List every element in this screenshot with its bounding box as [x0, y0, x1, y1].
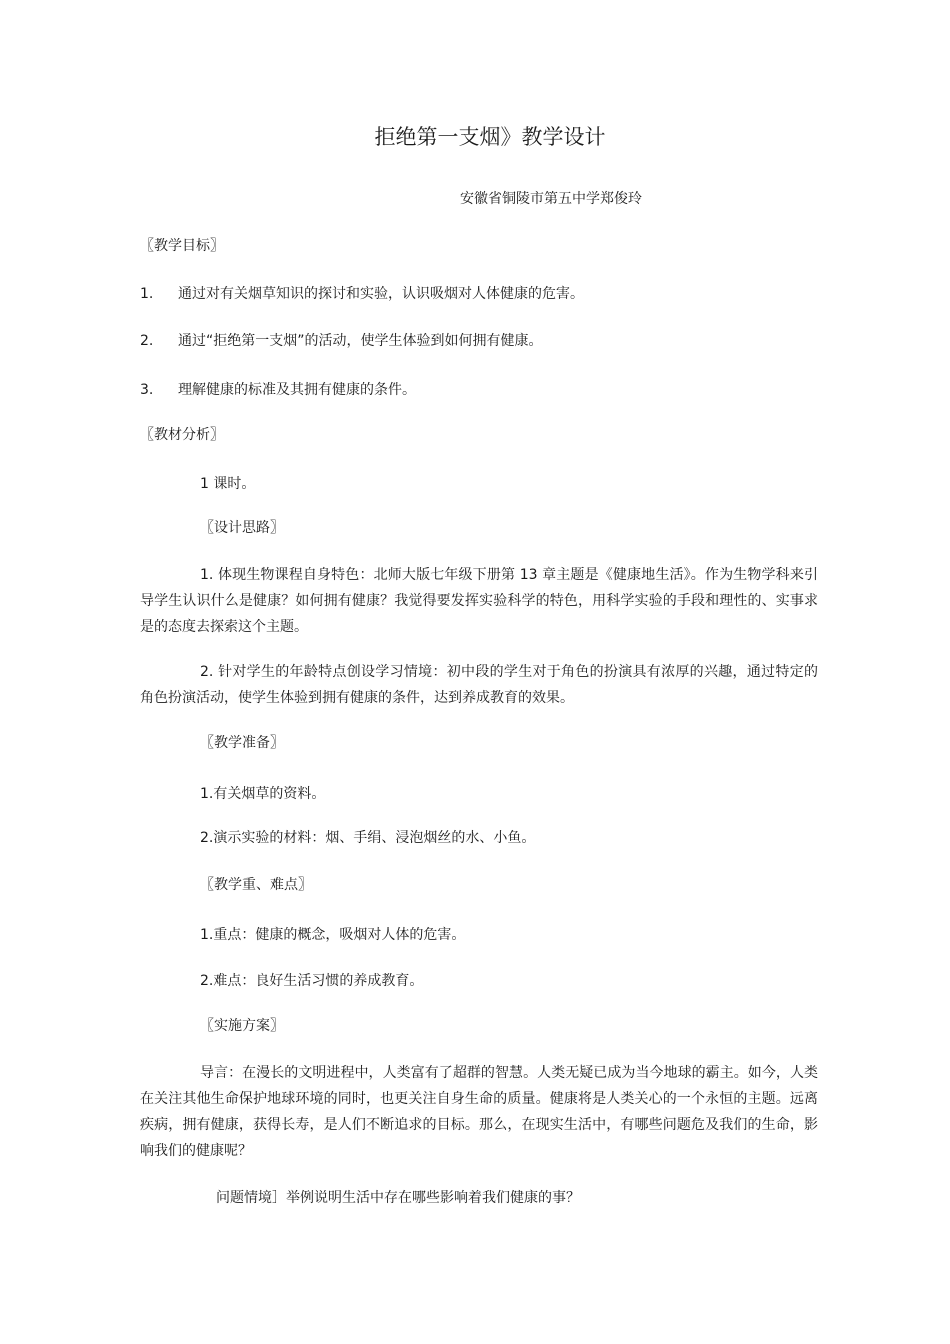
key-item: 1.重点：健康的概念，吸烟对人体的危害。	[200, 927, 466, 943]
goal-item: 理解健康的标准及其拥有健康的条件。	[178, 382, 416, 398]
plan-heading: 〖实施方案〗	[200, 1018, 284, 1034]
goal-item: 通过对有关烟草知识的探讨和实验，认识吸烟对人体健康的危害。	[178, 286, 584, 302]
goal-number: 3.	[140, 382, 154, 398]
design-heading: 〖设计思路〗	[200, 520, 284, 536]
author-line: 安徽省铜陵市第五中学郑俊玲	[460, 191, 642, 207]
goal-item: 通过“拒绝第一支烟”的活动，使学生体验到如何拥有健康。	[178, 333, 543, 349]
intro-paragraph: 导言：在漫长的文明进程中，人类富有了超群的智慧。人类无疑已成为当今地球的霸主。如今，人类在关注其他生命保护地球环境的同时，也更关注自身生命的质量。健康将是人类关心的一个永恒的主题。远离疾病，拥有健康，获得长寿，是人们不断追求的目标。那么，在现实生活中，有哪些问题危及我们的生命，影响我们的健康呢？	[140, 1065, 818, 1159]
prep-item: 1.有关烟草的资料。	[200, 786, 326, 802]
prep-heading: 〖教学准备〗	[200, 735, 284, 751]
goal-number: 2.	[140, 333, 154, 349]
document-title: 拒绝第一支烟》教学设计	[374, 125, 606, 149]
key-item: 2.难点：良好生活习惯的养成教育。	[200, 973, 424, 989]
material-heading: 〖教材分析〗	[140, 427, 224, 443]
key-heading: 〖教学重、难点〗	[200, 877, 312, 893]
class-hours: 1 课时。	[200, 476, 256, 492]
prep-item: 2.演示实验的材料：烟、手绢、浸泡烟丝的水、小鱼。	[200, 830, 536, 846]
design-paragraph: 1. 体现生物课程自身特色：北师大版七年级下册第 13 章主题是《健康地生活》。作为生物学科来引导学生认识什么是健康？如何拥有健康？我觉得要发挥实验科学的特色，用科学实验的手段和理性的、实事求是的态度去探索这个主题。	[140, 567, 818, 635]
design-paragraph: 2. 针对学生的年龄特点创设学习情境：初中段的学生对于角色的扮演具有浓厚的兴趣，通过特定的角色扮演活动，使学生体验到拥有健康的条件，达到养成教育的效果。	[140, 664, 818, 706]
question-line: 问题情境］举例说明生活中存在哪些影响着我们健康的事？	[216, 1190, 580, 1206]
goal-number: 1.	[140, 286, 154, 302]
goals-heading: 〖教学目标〗	[140, 238, 224, 254]
